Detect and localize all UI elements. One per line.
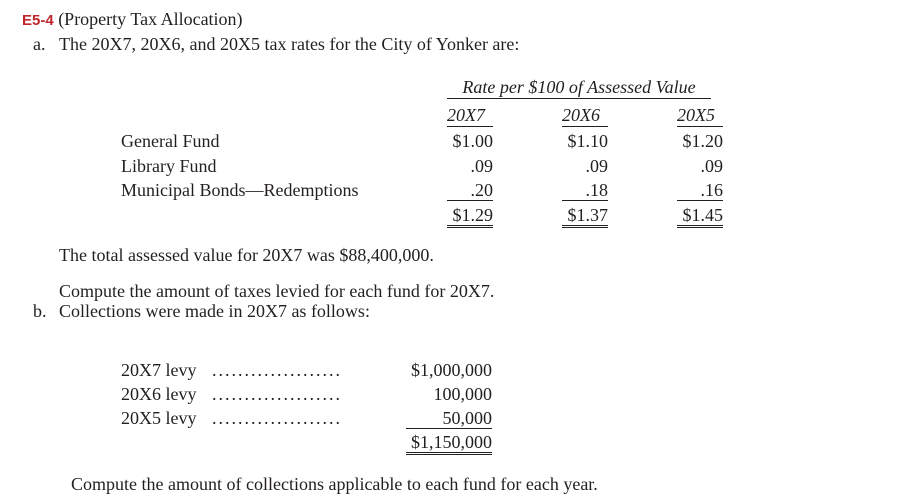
cell-bonds-20x7: .20 <box>447 180 493 201</box>
total-20x7: $1.29 <box>447 205 493 228</box>
total-20x6: $1.37 <box>562 205 608 228</box>
part-a-text: The 20X7, 20X6, and 20X5 tax rates for the City of Yonker are: <box>59 34 520 54</box>
part-a-label: a. <box>33 34 46 54</box>
row-label-municipal-bonds: Municipal Bonds—Redemptions <box>121 180 359 200</box>
cell-bonds-20x6: .18 <box>562 180 608 201</box>
total-20x5: $1.45 <box>677 205 723 228</box>
year-header-20x5: 20X5 <box>677 104 723 127</box>
problem-heading <box>22 9 243 31</box>
compute-a-text: Compute the amount of taxes levied for each fund for 20X7. <box>59 281 495 301</box>
row-label-general-fund: General Fund <box>121 131 220 151</box>
dot-leader: .................... <box>212 360 342 380</box>
cell-library-20x5: .09 <box>700 156 723 176</box>
year-header-20x6: 20X6 <box>562 104 608 127</box>
collections-label-20x5: 20X5 levy <box>121 408 197 428</box>
collections-label-20x7: 20X7 levy <box>121 360 197 380</box>
collections-amount-20x5: 50,000 <box>406 408 492 429</box>
cell-bonds-20x5: .16 <box>677 180 723 201</box>
collections-label-20x6: 20X6 levy <box>121 384 197 404</box>
compute-b-text: Compute the amount of collections applicable to each fund for each year. <box>71 474 598 494</box>
dot-leader: .................... <box>212 408 342 428</box>
collections-amount-20x7: $1,000,000 <box>411 360 492 380</box>
collections-amount-20x6: 100,000 <box>433 384 492 404</box>
part-b-text: Collections were made in 20X7 as follows: <box>59 301 370 321</box>
problem-code: E5-4 <box>22 12 54 29</box>
cell-general-20x6: $1.10 <box>567 131 608 151</box>
year-header-20x7: 20X7 <box>447 104 493 127</box>
part-b-label: b. <box>33 301 47 321</box>
cell-library-20x7: .09 <box>470 156 493 176</box>
collections-total: $1,150,000 <box>406 432 492 455</box>
row-label-library-fund: Library Fund <box>121 156 217 176</box>
assessed-value-text: The total assessed value for 20X7 was $88,400,000. <box>59 245 434 265</box>
cell-library-20x6: .09 <box>585 156 608 176</box>
rate-table-header: Rate per $100 of Assessed Value <box>447 76 711 99</box>
problem-title: (Property Tax Allocation) <box>58 9 243 29</box>
cell-general-20x5: $1.20 <box>682 131 723 151</box>
cell-general-20x7: $1.00 <box>452 131 493 151</box>
dot-leader: .................... <box>212 384 342 404</box>
